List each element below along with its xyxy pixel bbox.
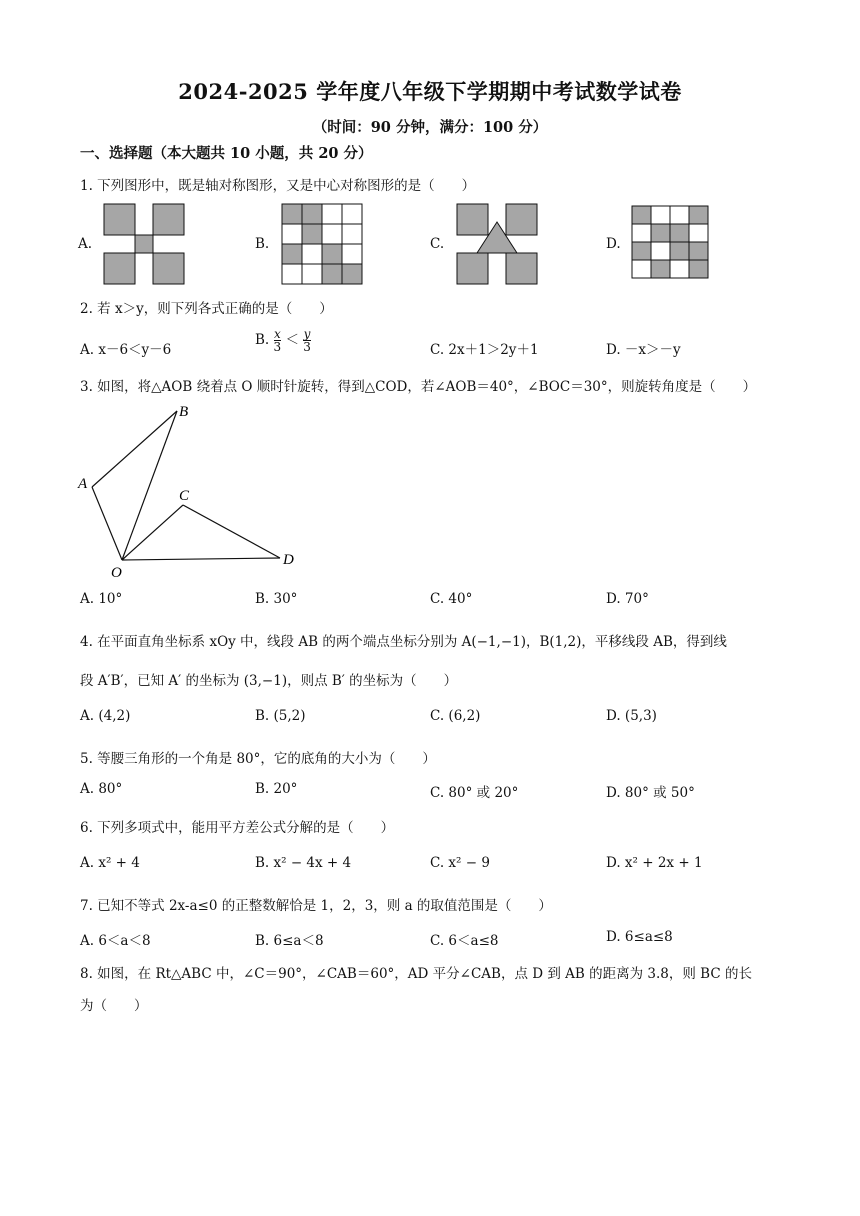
question-3-stem: 3. 如图，将△AOB 绕着点 O 顺时针旋转，得到△COD，若∠AOB＝40°，∠BOC＝30°，则旋转角度是（ ） <box>80 379 757 395</box>
q5-option-d: D. 80° 或 50° <box>606 785 695 801</box>
q7-option-d: D. 6≤a≤8 <box>606 929 673 945</box>
section-heading: 一、选择题（本大题共 10 小题，共 20 分） <box>80 145 373 162</box>
q7-option-a: A. 6＜a＜8 <box>80 933 151 949</box>
q3-option-c: C. 40° <box>430 591 473 607</box>
q4-option-b: B. (5,2) <box>255 708 306 724</box>
q6-option-b: B. x² − 4x + 4 <box>255 855 352 871</box>
q3-option-d: D. 70° <box>606 591 649 607</box>
q3-option-b: B. 30° <box>255 591 298 607</box>
q5-option-a: A. 80° <box>80 781 123 797</box>
frac2-num: y <box>303 327 311 341</box>
frac1-num: x <box>273 327 281 341</box>
q1-option-c-figure <box>455 202 539 286</box>
q1-option-b-figure <box>280 202 364 286</box>
q1-option-d-label: D. <box>606 236 621 252</box>
q7-option-c: C. 6＜a≤8 <box>430 933 499 949</box>
q6-option-c: C. x² − 9 <box>430 855 490 871</box>
frac2-den: 3 <box>303 340 311 354</box>
q2-option-b-label: B. <box>255 332 270 348</box>
point-c-label: C <box>179 488 190 504</box>
q3-rotation-figure <box>74 398 304 583</box>
q6-option-a: A. x² + 4 <box>80 855 140 871</box>
question-8-line1: 8. 如图，在 Rt△ABC 中，∠C＝90°，∠CAB＝60°，AD 平分∠CAB，点 D 到 AB 的距离为 3.8，则 BC 的长 <box>80 966 752 982</box>
frac1-den: 3 <box>273 340 282 354</box>
fraction-x-over-3 <box>274 328 282 353</box>
q5-option-c: C. 80° 或 20° <box>430 785 519 801</box>
q7-option-b: B. 6≤a＜8 <box>255 933 324 949</box>
question-7-stem: 7. 已知不等式 2x-a≤0 的正整数解恰是 1，2，3，则 a 的取值范围是（ ） <box>80 898 552 914</box>
q1-option-d-figure <box>631 205 709 279</box>
q2-option-c: C. 2x＋1＞2y＋1 <box>430 342 539 358</box>
question-1-stem: 1. 下列图形中，既是轴对称图形，又是中心对称图形的是（ ） <box>80 178 476 194</box>
question-4-line2: 段 A′B′，已知 A′ 的坐标为 (3,−1)，则点 B′ 的坐标为（ ） <box>80 673 458 689</box>
q4-option-a: A. (4,2) <box>80 708 131 724</box>
question-4-line1: 4. 在平面直角坐标系 xOy 中，线段 AB 的两个端点坐标分别为 A(−1,−1)，B(1,2)，平移线段 AB，得到线 <box>80 634 727 650</box>
q6-option-d: D. x² + 2x + 1 <box>606 855 703 871</box>
fraction-y-over-3 <box>303 328 311 353</box>
question-6-stem: 6. 下列多项式中，能用平方差公式分解的是（ ） <box>80 820 395 836</box>
question-8-line2: 为（ ） <box>80 998 148 1014</box>
page-title: 2024-2025 学年度八年级下学期期中考试数学试卷 <box>178 79 682 104</box>
point-a-label: A <box>78 476 88 492</box>
q5-option-b: B. 20° <box>255 781 298 797</box>
point-o-label: O <box>111 565 122 581</box>
point-d-label: D <box>283 552 294 568</box>
q2-option-d: D. －x＞－y <box>606 342 681 358</box>
q2-option-a: A. x－6＜y－6 <box>80 342 172 358</box>
q1-option-a-figure <box>102 202 186 286</box>
less-than-sign: ＜ <box>285 332 299 348</box>
q1-option-c-label: C. <box>430 236 445 252</box>
point-b-label: B <box>179 404 189 420</box>
question-5-stem: 5. 等腰三角形的一个角是 80°，它的底角的大小为（ ） <box>80 751 436 767</box>
q4-option-d: D. (5,3) <box>606 708 657 724</box>
q1-option-b-label: B. <box>255 236 270 252</box>
q3-option-a: A. 10° <box>80 591 123 607</box>
question-2-stem: 2. 若 x＞y，则下列各式正确的是（ ） <box>80 301 333 317</box>
exam-info: （时间：90 分钟，满分：100 分） <box>312 119 548 136</box>
q4-option-c: C. (6,2) <box>430 708 481 724</box>
q2-option-b <box>255 328 311 353</box>
q1-option-a-label: A. <box>78 236 93 252</box>
